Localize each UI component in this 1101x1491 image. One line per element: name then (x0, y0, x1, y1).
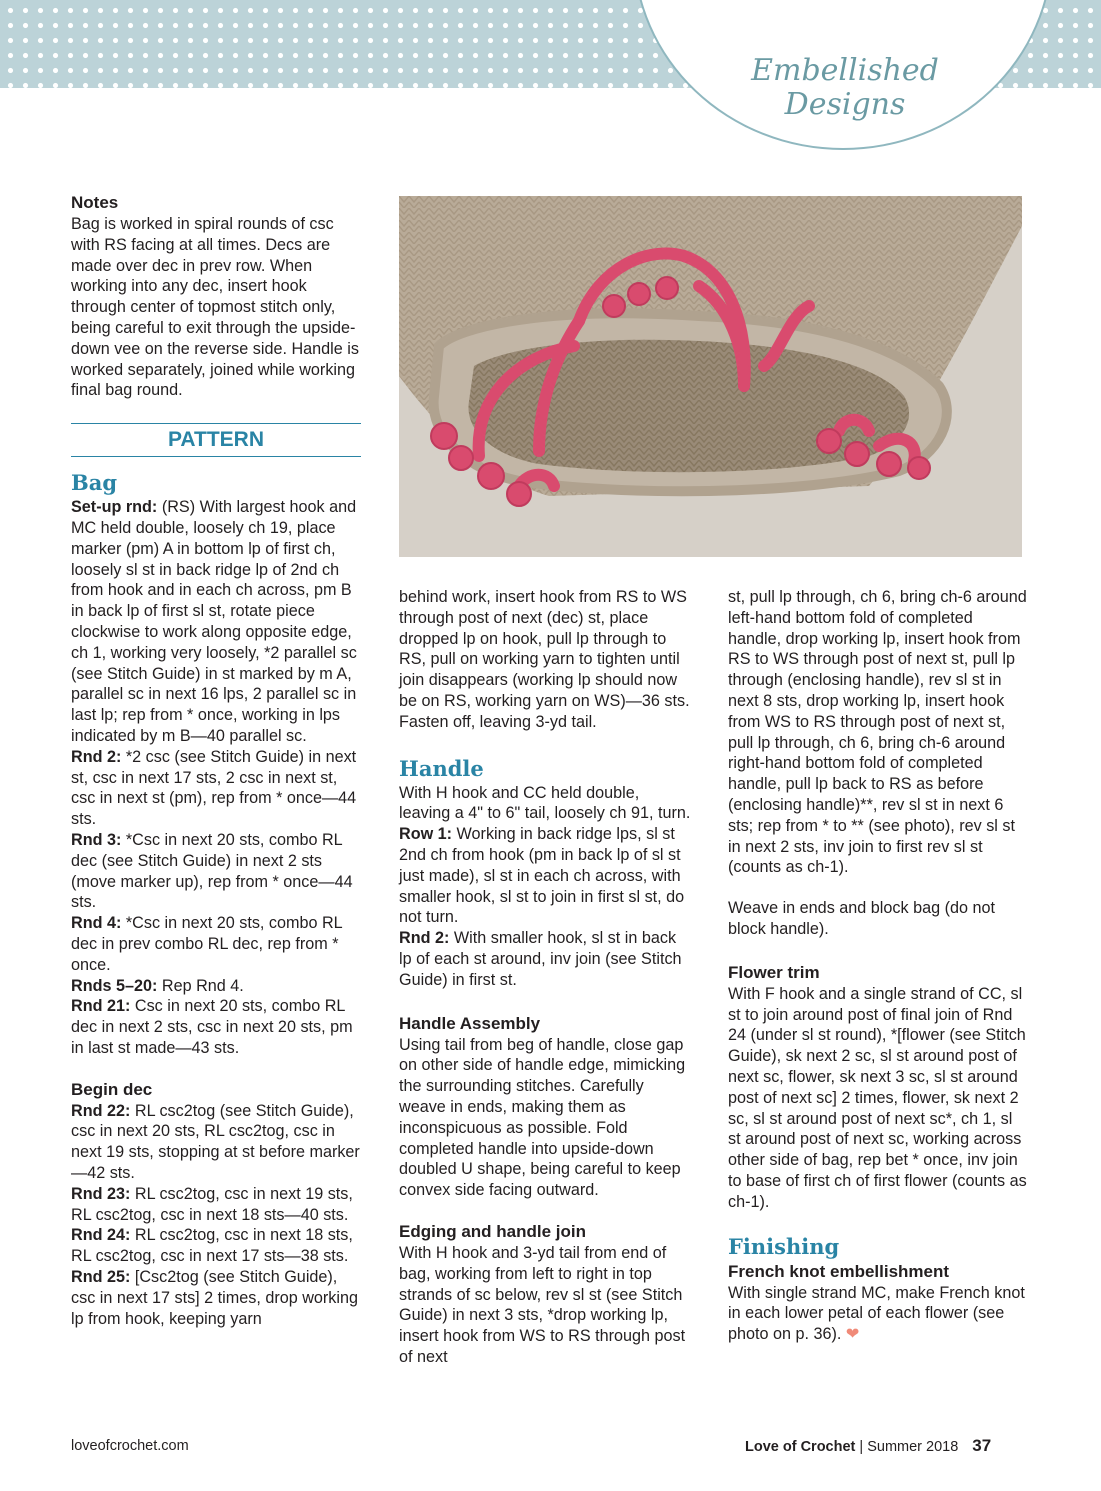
footer-magazine: Love of Crochet (745, 1439, 856, 1455)
rnds5-20-label: Rnds 5–20: (71, 976, 158, 995)
handle-rnd2-label: Rnd 2: (399, 929, 450, 948)
bag-photo (399, 196, 1022, 557)
rnd-25 (71, 1267, 361, 1329)
rnd-25-continued: behind work, insert hook from RS to WS through post of next (dec) st, place dropped lp on hook, pull lp through to RS, pull on working yarn to tighten until join disappears (working lp should now be on RS, working yarn on WS)—36 sts. Fasten off, leaving 3-yd tail. (399, 588, 690, 731)
pattern-banner: PATTERN (71, 423, 361, 457)
rnd25-label: Rnd 25: (71, 1268, 131, 1287)
column-right (728, 587, 1028, 1345)
column-middle (399, 587, 691, 1368)
rnd-23 (71, 1184, 361, 1226)
rnd22-text: RL csc2tog (see Stitch Guide), csc in next 20 sts, RL csc2tog, csc in next 19 sts, stopping at st before marker—42 sts. (71, 1101, 360, 1183)
rnd21-label: Rnd 21: (71, 997, 131, 1016)
column-left (71, 192, 361, 1329)
assembly-text: Using tail from beg of handle, close gap on other side of handle edge, mimicking the surrounding stitches. Carefully weave in ends, making them as inconspicuous as possible. Fold completed handle into upside-down doubled U shape, being careful to keep convex side facing outward. (399, 1035, 686, 1200)
handle-rnd2-text: With smaller hook, sl st in back lp of each st around, inv join (see Stitch Guide) in first st. (399, 929, 682, 989)
setup-text: (RS) With largest hook and MC held double, loosely ch 19, place marker (pm) A in bottom lp of first ch, loosely sl st in back ridge lp of 2nd ch from hook and in each ch across, pm B in back lp of first sl st, rotate piece clockwise to work along opposite edge, ch 1, working very loosely, *2 parallel sc (see Stitch Guide) in st marked by m A, parallel sc in next 16 lps, 2 parallel sc in last lp; rep from * once, working in lps indicated by m B—40 parallel sc. (71, 498, 357, 745)
section-title (700, 54, 990, 122)
section-title-line2: Designs (784, 87, 906, 122)
rnd23-text: RL csc2tog, csc in next 19 sts, RL csc2tog, csc in next 18 sts—40 sts. (71, 1184, 353, 1224)
rnd23-label: Rnd 23: (71, 1184, 131, 1203)
rnd-21 (71, 996, 361, 1058)
rnd3-text: *Csc in next 20 sts, combo RL dec (see Stitch Guide) in next 2 sts (move marker up), rep from * once—44 sts. (71, 830, 353, 912)
rnd-2 (71, 747, 361, 830)
rnd3-label: Rnd 3: (71, 830, 122, 849)
rnd2-text: *2 csc (see Stitch Guide) in next st, csc in next 17 sts, 2 csc in next st, csc in next st (pm), rep from * once—44 sts. (71, 747, 357, 829)
finishing-body: With single strand MC, make French knot in each lower petal of each flower (see photo on p. 36). (728, 1283, 1025, 1344)
edging-text: With H hook and 3-yd tail from end of bag, working from left to right in top strands of sc below, rev sl st (see Stitch Guide) in next 3 sts, *drop working lp, insert hook from WS to RS through post of next (399, 1243, 686, 1366)
notes-body: Bag is worked in spiral rounds of csc with RS facing at all times. Decs are made over dec in prev row. When working into any dec, insert hook through center of topmost stitch only, being careful to exit through the upside-down vee on the reverse side. Handle is worked separately, joined while working final bag round. (71, 215, 359, 400)
rnds5-20-text: Rep Rnd 4. (157, 976, 244, 995)
page-number: 37 (972, 1436, 992, 1455)
flower-text: With F hook and a single strand of CC, sl st to join around post of final join of Rnd 24 (under sl st round), *[flower (see Stitch Guide), sk next 2 sc, sl st around post of next sc, flower, sk next 3 sc, sl st around post of next sc] 2 times, flower, sk next 2 sc, sl st around post of next sc*, ch 1, sl st around post of next sc, working across other side of bag, rep bet * once, inv join to base of first ch of first flower (counts as ch-1). (728, 984, 1027, 1211)
rnd22-label: Rnd 22: (71, 1101, 131, 1120)
rnd2-label: Rnd 2: (71, 747, 122, 766)
flower-heading: Flower trim (728, 962, 820, 982)
rnd-4 (71, 913, 361, 975)
bag-illustration (399, 196, 1022, 557)
rnd24-label: Rnd 24: (71, 1226, 131, 1245)
begin-dec-heading: Begin dec (71, 1079, 153, 1099)
handle-row-1 (399, 824, 691, 928)
section-title-line1: Embellished (751, 53, 939, 88)
setup-label: Set-up rnd: (71, 498, 158, 517)
footer-separator: | (855, 1439, 868, 1455)
footer-issue: Summer 2018 (867, 1439, 959, 1455)
handle-heading: Handle (399, 755, 484, 781)
rnd-22 (71, 1101, 361, 1184)
rnds-5-20 (71, 976, 361, 997)
finishing-subheading: French knot embellishment (728, 1261, 950, 1281)
rnd24-text: RL csc2tog, csc in next 18 sts, RL csc2tog, csc in next 17 sts—38 sts. (71, 1226, 353, 1266)
finishing-text (728, 1283, 1028, 1345)
weave-text: Weave in ends and block bag (do not block handle). (728, 899, 995, 938)
handle-row1-label: Row 1: (399, 825, 453, 844)
notes-heading: Notes (71, 193, 119, 212)
handle-rnd-2 (399, 928, 691, 990)
heart-icon: ❤ (845, 1325, 860, 1344)
rnd25-text: [Csc2tog (see Stitch Guide), csc in next 17 sts] 2 times, drop working lp from hook, keeping yarn (71, 1268, 358, 1328)
footer-website: loveofcrochet.com (71, 1438, 189, 1454)
handle-intro: With H hook and CC held double, leaving a 4" to 6" tail, loosely ch 91, turn. (399, 783, 691, 823)
assembly-heading: Handle Assembly (399, 1013, 541, 1033)
rnd4-label: Rnd 4: (71, 914, 122, 933)
edging-heading: Edging and handle join (399, 1221, 586, 1241)
footer-credit (745, 1436, 991, 1457)
rnd4-text: *Csc in next 20 sts, combo RL dec in prev combo RL dec, rep from * once. (71, 914, 343, 974)
finishing-heading: Finishing (728, 1233, 840, 1259)
rnd21-text: Csc in next 20 sts, combo RL dec in next 2 sts, csc in next 20 sts, pm in last st made—43 sts. (71, 997, 353, 1057)
rnd-3 (71, 830, 361, 913)
rnd-24 (71, 1225, 361, 1267)
handle-row1-text: Working in back ridge lps, sl st 2nd ch from hook (pm in back lp of sl st just made), sl st in each ch across, with smaller hook, sl st to join in first sl st, do not turn. (399, 825, 685, 927)
setup-rnd (71, 497, 361, 747)
bag-heading: Bag (71, 470, 118, 496)
edging-text-continued: st, pull lp through, ch 6, bring ch-6 around left-hand bottom fold of completed handle, drop working lp, insert hook from RS to WS through post of next st, pull lp through (enclosing handle), rev sl st in next 8 sts, drop working lp, insert hook from WS to RS through post of next st, pull lp through, ch 6, bring ch-6 around right-hand bottom fold of completed handle, pull lp back to RS as before (enclosing handle)**, rev sl st in next 6 sts; rep from * to ** (see photo), rev sl st in next 2 sts, inv join to first rev sl st (counts as ch-1). (728, 588, 1027, 877)
